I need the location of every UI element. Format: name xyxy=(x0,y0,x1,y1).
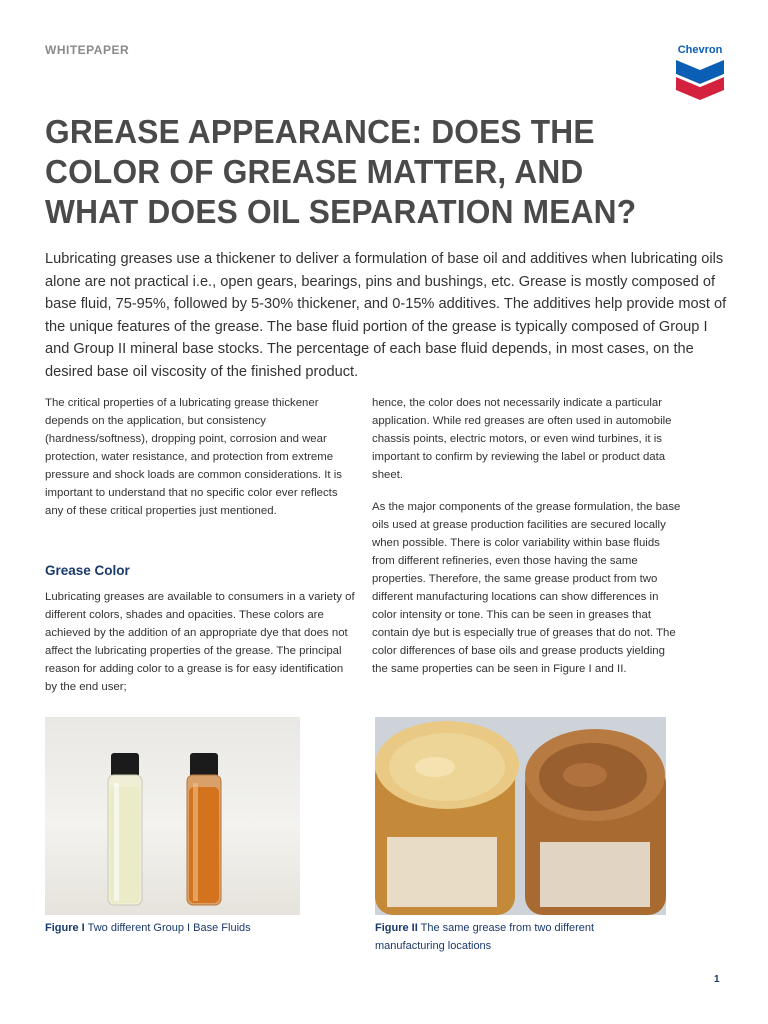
figure-1-caption xyxy=(45,919,305,937)
left-column-intro xyxy=(45,394,355,520)
right-paragraph-1: hence, the color does not necessarily indicate a particular application. While red greases are often used in automobile chassis points, electric motors, or even wind turbines, it is important to confirm by reviewing the label or product data sheet. xyxy=(372,397,672,481)
figure-2-label: Figure II xyxy=(375,922,418,934)
left-column-grease-color xyxy=(45,588,355,696)
right-paragraph-2: As the major components of the grease formulation, the base oils used at grease production facilities are secured locally when possible. There is color variability within base fluids from different refineries, even those having the same properties. Therefore, the same grease product from two different manufacturing locations can show differences in color intensity or tone. This can be seen in greases that contain dye but is especially true of greases that do not. The color differences of base oils and grease products yielding the same properties can be seen in Figure I and II. xyxy=(372,501,681,675)
grease-color-paragraph: Lubricating greases are available to consumers in a variety of different colors, shades and opacities. These colors are achieved by the addition of an appropriate dye that does not affect the lubricating properties of the grease. The principal reason for adding color to a grease is for easy identification by the end user; xyxy=(45,591,355,693)
chevron-logo xyxy=(672,44,728,102)
lead-paragraph: Lubricating greases use a thickener to deliver a formulation of base oil and additives when lubricating oils alone are not practical i.e., open gears, bearings, pins and bushings, etc. Grease is mostly composed of base fluid, 75-95%, followed by 5-30% thickener, and 0-15% additives. The additives help provide most of the unique features of the grease. The base fluid portion of the grease is typically composed of Group I and Group II mineral base stocks. The percentage of each base fluid depends, in most cases, on the desired base oil viscosity of the finished product. xyxy=(45,251,727,380)
figure-2-description: The same grease from two different manufacturing locations xyxy=(375,922,595,952)
page-number: 1 xyxy=(714,974,720,985)
figure-1-description: Two different Group I Base Fluids xyxy=(84,922,251,934)
document-type-label: WHITEPAPER xyxy=(45,43,130,57)
chevron-logo-text: Chevron xyxy=(677,44,723,56)
figure-1-image xyxy=(45,717,300,915)
intro-paragraph: The critical properties of a lubricating grease thickener depends on the application, but consistency (hardness/softness), dropping point, corrosion and wear protection, water resistance, and protection from extreme pressure and shock loads are common considerations. It is important to understand that no specific color ever reflects any of these critical properties just mentioned. xyxy=(45,397,342,517)
figure-2-caption xyxy=(375,919,635,955)
section-heading-grease-color: Grease Color xyxy=(45,563,130,578)
page-title: GREASE APPEARANCE: DOES THE COLOR OF GREASE MATTER, AND WHAT DOES OIL SEPARATION MEAN? xyxy=(45,113,637,230)
figure-1-label: Figure I xyxy=(45,922,85,934)
figure-2-image xyxy=(375,717,666,915)
right-column xyxy=(372,394,682,678)
